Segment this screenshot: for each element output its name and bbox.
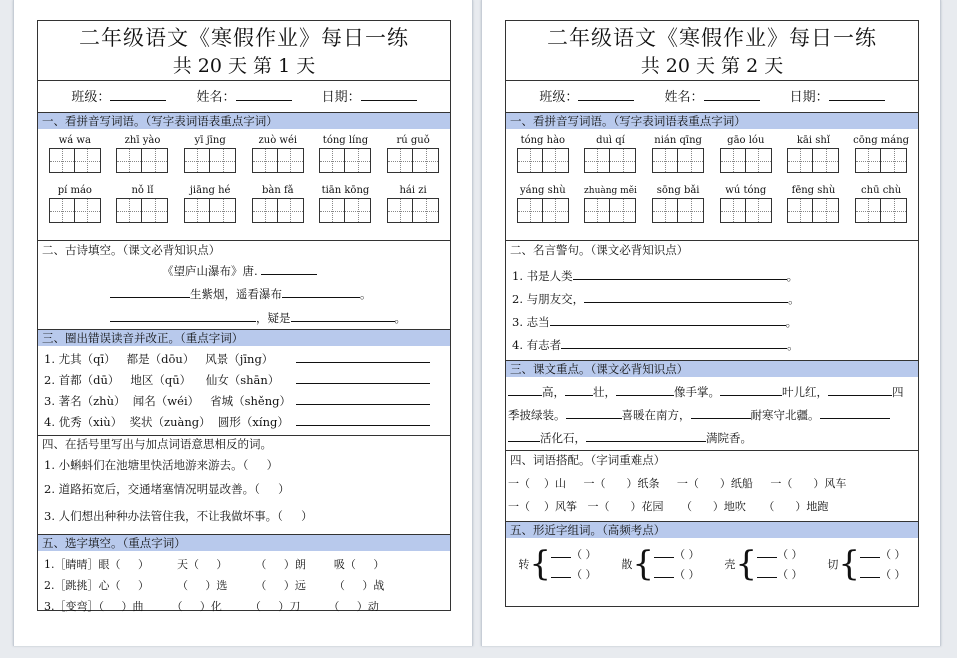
- answer-blank[interactable]: [820, 405, 890, 419]
- writing-boxes[interactable]: [114, 198, 170, 223]
- pinyin-text: tóng hào: [520, 135, 566, 146]
- paren: （ ）: [777, 568, 803, 581]
- similar-char-group: [827, 544, 905, 584]
- correction-line: [44, 349, 450, 370]
- correction-text: 2. 首都（dū） 地区（qū） 仙女（shān）: [44, 373, 280, 387]
- similar-char: 散: [621, 558, 633, 571]
- correction-text: 4. 优秀（xiù） 奖状（zuàng） 圆形（xíng）: [44, 415, 289, 429]
- writing-boxes[interactable]: [47, 148, 103, 173]
- brace-icon: {: [632, 544, 655, 584]
- pinyin-text: kāi shǐ: [796, 135, 831, 146]
- keypoint-line: [508, 404, 918, 427]
- poem-blank[interactable]: [282, 284, 360, 298]
- answer-blank[interactable]: [586, 428, 706, 442]
- quote-punct: 。: [788, 292, 800, 306]
- writing-boxes[interactable]: [182, 148, 238, 173]
- keypoint-text: 活化石，: [540, 431, 586, 445]
- similar-char-group: [518, 544, 596, 584]
- quote-line: [512, 265, 918, 288]
- quote-punct: 。: [786, 269, 799, 283]
- section-2-quotes: [506, 259, 918, 360]
- name-blank[interactable]: [236, 88, 292, 101]
- similar-char-group: [621, 544, 699, 584]
- keypoint-text: 壮，: [593, 385, 616, 399]
- section-5-heading: 五、形近字组词。（高频考点）: [506, 521, 918, 538]
- correction-line: [44, 391, 450, 412]
- writing-boxes[interactable]: [718, 148, 774, 173]
- pinyin-text: zuò wéi: [258, 135, 298, 146]
- answer-blank[interactable]: [296, 349, 430, 363]
- writing-boxes[interactable]: [515, 148, 571, 173]
- answer-blank[interactable]: [296, 412, 430, 426]
- antonym-line: 3. 人们想出种种办法管住我，不让我做坏事。（ ）: [44, 509, 313, 523]
- answer-blank[interactable]: [565, 382, 593, 396]
- section-5-similar-chars: [506, 538, 918, 584]
- keypoint-text: 四: [892, 385, 904, 399]
- name-label: 姓名：: [664, 90, 704, 105]
- title-block: [38, 21, 450, 81]
- pinyin-item: [317, 184, 373, 223]
- keypoint-text: 耐寒守北疆。: [750, 408, 820, 422]
- answer-blank[interactable]: [720, 382, 782, 396]
- writing-boxes[interactable]: [650, 198, 706, 223]
- pinyin-row-1: [38, 129, 450, 173]
- pinyin-text: fēng shù: [791, 185, 836, 196]
- answer-blank[interactable]: [561, 335, 787, 349]
- pinyin-item: [385, 184, 441, 223]
- page-subtitle: 共 20 天 第 1 天: [172, 55, 316, 77]
- pinyin-text: yáng shù: [520, 185, 566, 196]
- keypoint-line: [508, 427, 918, 450]
- pinyin-text: bàn fǎ: [261, 185, 294, 196]
- word-blanks[interactable]: [654, 544, 700, 584]
- writing-boxes[interactable]: [785, 198, 841, 223]
- brace-icon: {: [838, 544, 861, 584]
- pinyin-item: [47, 184, 103, 223]
- pinyin-item: [317, 134, 373, 173]
- paren: （ ）: [571, 568, 597, 581]
- paren: （ ）: [880, 548, 906, 561]
- section-1-heading: 一、看拼音写词语。（写字表词语表重点字词）: [38, 112, 450, 129]
- pinyin-item: [182, 184, 238, 223]
- pinyin-item: [650, 184, 706, 223]
- pinyin-item: [582, 184, 638, 223]
- date-blank[interactable]: [361, 88, 417, 101]
- class-blank[interactable]: [578, 88, 634, 101]
- worksheet-frame: [505, 20, 919, 607]
- writing-boxes[interactable]: [515, 198, 571, 223]
- keypoint-text: 满院香。: [706, 431, 752, 445]
- section-1-pinyin: [506, 129, 918, 240]
- correction-text: 3. 著名（zhù） 闻名（wéi） 省城（shěng）: [44, 394, 291, 408]
- name-label: 姓名：: [196, 90, 236, 105]
- answer-blank[interactable]: [691, 405, 751, 419]
- poem-blank[interactable]: [261, 261, 317, 275]
- worksheet-page-day1: [13, 0, 473, 646]
- keypoint-text: 季披绿装。: [508, 408, 566, 422]
- paren: （ ）: [674, 568, 700, 581]
- student-info-row: [38, 81, 450, 112]
- section-2-heading: 二、名言警句。（课文必背知识点）: [506, 240, 918, 259]
- pinyin-text: pí máo: [57, 185, 92, 196]
- pinyin-text: gāo lóu: [727, 135, 765, 146]
- section-4-antonyms: [38, 453, 450, 534]
- collocation-line: 一（ ）山 一（ ）纸条 一（ ）纸船 一（ ）风车: [508, 477, 847, 490]
- answer-blank[interactable]: [828, 382, 892, 396]
- date-label: 日期：: [789, 90, 829, 105]
- choose-line: 3.［变弯］（ ）曲 （ ）化 （ ）刀 （ ）动: [44, 600, 379, 613]
- class-blank[interactable]: [110, 88, 166, 101]
- date-label: 日期：: [321, 90, 361, 105]
- writing-boxes[interactable]: [317, 148, 373, 173]
- pinyin-item: [582, 134, 638, 173]
- name-blank[interactable]: [704, 88, 760, 101]
- collocation-line: 一（ ）风筝 一（ ）花园 （ ）地吹 （ ）地跑: [508, 500, 829, 513]
- quote-punct: 。: [787, 338, 799, 352]
- quote-text: 3. 志当: [512, 315, 550, 329]
- poem-blank[interactable]: [110, 308, 256, 322]
- poem-blank[interactable]: [110, 284, 190, 298]
- section-5-choose: [38, 551, 450, 617]
- section-2-poem: [38, 259, 450, 329]
- poem-title: 《望庐山瀑布》唐.: [162, 264, 258, 278]
- answer-blank[interactable]: [508, 382, 542, 396]
- pinyin-text: zhuàng měi: [584, 186, 637, 196]
- writing-boxes[interactable]: [385, 148, 441, 173]
- answer-blank[interactable]: [616, 382, 674, 396]
- poem-text: ，疑是: [256, 311, 291, 325]
- quote-line: [512, 334, 918, 357]
- keypoint-text: 像手掌。: [674, 385, 720, 399]
- quote-line: [512, 311, 918, 334]
- pinyin-item: [853, 184, 909, 223]
- similar-char: 切: [827, 558, 839, 571]
- pinyin-item: [182, 134, 238, 173]
- quote-text: 4. 有志者: [512, 338, 562, 352]
- section-3-correction: [38, 346, 450, 435]
- student-info-row: [506, 81, 918, 112]
- paren: （ ）: [571, 548, 597, 561]
- section-3-keypoints: [506, 377, 918, 450]
- word-blanks[interactable]: [860, 544, 906, 584]
- correction-line: [44, 370, 450, 391]
- section-5-heading: 五、选字填空。（重点字词）: [38, 534, 450, 551]
- writing-boxes[interactable]: [582, 148, 638, 173]
- pinyin-text: jiāng hé: [189, 185, 231, 196]
- pinyin-item: [785, 134, 841, 173]
- antonym-line: 2. 道路拓宽后，交通堵塞情况明显改善。（ ）: [44, 482, 290, 496]
- pinyin-text: tiān kōng: [321, 185, 370, 196]
- antonym-line: 1. 小蝌蚪们在池塘里快活地游来游去。（ ）: [44, 458, 279, 472]
- writing-boxes[interactable]: [853, 148, 909, 173]
- page-title: 二年级语文《寒假作业》每日一练: [79, 26, 409, 50]
- worksheet-page-day2: [481, 0, 941, 646]
- section-1-pinyin: [38, 129, 450, 240]
- writing-boxes[interactable]: [582, 198, 638, 223]
- paren: （ ）: [880, 568, 906, 581]
- poem-punct: 。: [394, 311, 406, 325]
- pinyin-text: yī jīng: [194, 135, 226, 146]
- correction-text: 1. 尤其（qī） 都是（dōu） 风景（jīng）: [44, 352, 274, 366]
- pinyin-text: sōng bǎi: [656, 185, 700, 196]
- paren: （ ）: [777, 548, 803, 561]
- pinyin-text: rú guǒ: [396, 135, 430, 146]
- section-2-heading: 二、古诗填空。（课文必背知识点）: [38, 240, 450, 259]
- writing-boxes[interactable]: [718, 198, 774, 223]
- answer-blank[interactable]: [566, 405, 622, 419]
- pinyin-text: nǒ lǐ: [131, 185, 154, 196]
- pinyin-text: zhī yào: [124, 135, 161, 146]
- section-3-heading: 三、课文重点。（课文必背知识点）: [506, 360, 918, 377]
- pinyin-row-2: [38, 173, 450, 223]
- writing-boxes[interactable]: [250, 198, 306, 223]
- pinyin-row-1: [506, 129, 918, 173]
- keypoint-line: [508, 381, 918, 404]
- worksheet-frame: [37, 20, 451, 611]
- pinyin-item: [250, 184, 306, 223]
- keypoint-text: 高，: [542, 385, 565, 399]
- brace-icon: {: [735, 544, 758, 584]
- pinyin-item: [385, 134, 441, 173]
- keypoint-text: 叶儿红，: [782, 385, 828, 399]
- title-block: [506, 21, 918, 81]
- section-4-collocation: [506, 469, 918, 521]
- similar-char: 转: [518, 558, 530, 571]
- poem-line-1: [162, 261, 317, 279]
- choose-line: 1.［睛晴］眼（ ） 天（ ） （ ）朗 吸（ ）: [44, 558, 385, 571]
- pinyin-text: tóng líng: [322, 135, 369, 146]
- poem-text: 生紫烟，遥看瀑布: [190, 287, 282, 301]
- answer-blank[interactable]: [296, 391, 430, 405]
- poem-punct: 。: [360, 287, 372, 301]
- pinyin-item: [650, 134, 706, 173]
- section-3-heading: 三、圈出错误读音并改正。（重点字词）: [38, 329, 450, 346]
- quote-punct: 。: [785, 315, 798, 329]
- writing-boxes[interactable]: [785, 148, 841, 173]
- correction-line: [44, 412, 450, 433]
- pinyin-item: [114, 184, 170, 223]
- similar-char: 壳: [724, 558, 736, 571]
- writing-boxes[interactable]: [385, 198, 441, 223]
- class-label: 班级：: [539, 90, 579, 105]
- pinyin-text: duì qí: [596, 135, 625, 146]
- answer-blank[interactable]: [573, 266, 787, 280]
- pinyin-item: [515, 134, 571, 173]
- quote-text: 2. 与朋友交，: [512, 292, 585, 306]
- page-title: 二年级语文《寒假作业》每日一练: [547, 26, 877, 50]
- answer-blank[interactable]: [508, 428, 540, 442]
- writing-boxes[interactable]: [114, 148, 170, 173]
- pinyin-text: hái zi: [399, 185, 427, 196]
- pinyin-item: [853, 134, 909, 173]
- pinyin-item: [718, 134, 774, 173]
- quote-text: 1. 书是人类: [512, 269, 573, 283]
- answer-blank[interactable]: [584, 289, 788, 303]
- pinyin-item: [114, 134, 170, 173]
- writing-boxes[interactable]: [182, 198, 238, 223]
- choose-line: 2.［跳挑］心（ ） （ ）选 （ ）远 （ ）战: [44, 579, 385, 592]
- pinyin-text: wá wa: [58, 135, 91, 146]
- brace-icon: {: [529, 544, 552, 584]
- word-blanks[interactable]: [551, 544, 597, 584]
- poem-line-3: [110, 308, 406, 326]
- writing-boxes[interactable]: [853, 198, 909, 223]
- pinyin-item: [785, 184, 841, 223]
- poem-blank[interactable]: [291, 308, 395, 322]
- similar-char-group: [724, 544, 802, 584]
- page-subtitle: 共 20 天 第 2 天: [640, 55, 784, 77]
- pinyin-text: nián qīng: [654, 135, 702, 146]
- writing-boxes[interactable]: [250, 148, 306, 173]
- word-blanks[interactable]: [757, 544, 803, 584]
- pinyin-item: [718, 184, 774, 223]
- quote-line: [512, 288, 918, 311]
- writing-boxes[interactable]: [650, 148, 706, 173]
- pinyin-item: [250, 134, 306, 173]
- writing-boxes[interactable]: [47, 198, 103, 223]
- pinyin-item: [47, 134, 103, 173]
- pinyin-item: [515, 184, 571, 223]
- pinyin-text: chū chù: [861, 185, 902, 196]
- section-4-heading: 四、词语搭配。（字词重难点）: [506, 450, 918, 469]
- keypoint-text: 喜暖在南方，: [621, 408, 691, 422]
- pinyin-text: cōng máng: [853, 135, 910, 146]
- pinyin-text: wú tóng: [725, 185, 767, 196]
- date-blank[interactable]: [829, 88, 885, 101]
- poem-line-2: [110, 284, 372, 302]
- paren: （ ）: [674, 548, 700, 561]
- writing-boxes[interactable]: [317, 198, 373, 223]
- pinyin-row-2: [506, 173, 918, 223]
- answer-blank[interactable]: [550, 312, 786, 326]
- section-4-heading: 四、在括号里写出与加点词语意思相反的词。: [38, 435, 450, 453]
- answer-blank[interactable]: [296, 370, 430, 384]
- class-label: 班级：: [71, 90, 111, 105]
- section-1-heading: 一、看拼音写词语。（写字表词语表重点字词）: [506, 112, 918, 129]
